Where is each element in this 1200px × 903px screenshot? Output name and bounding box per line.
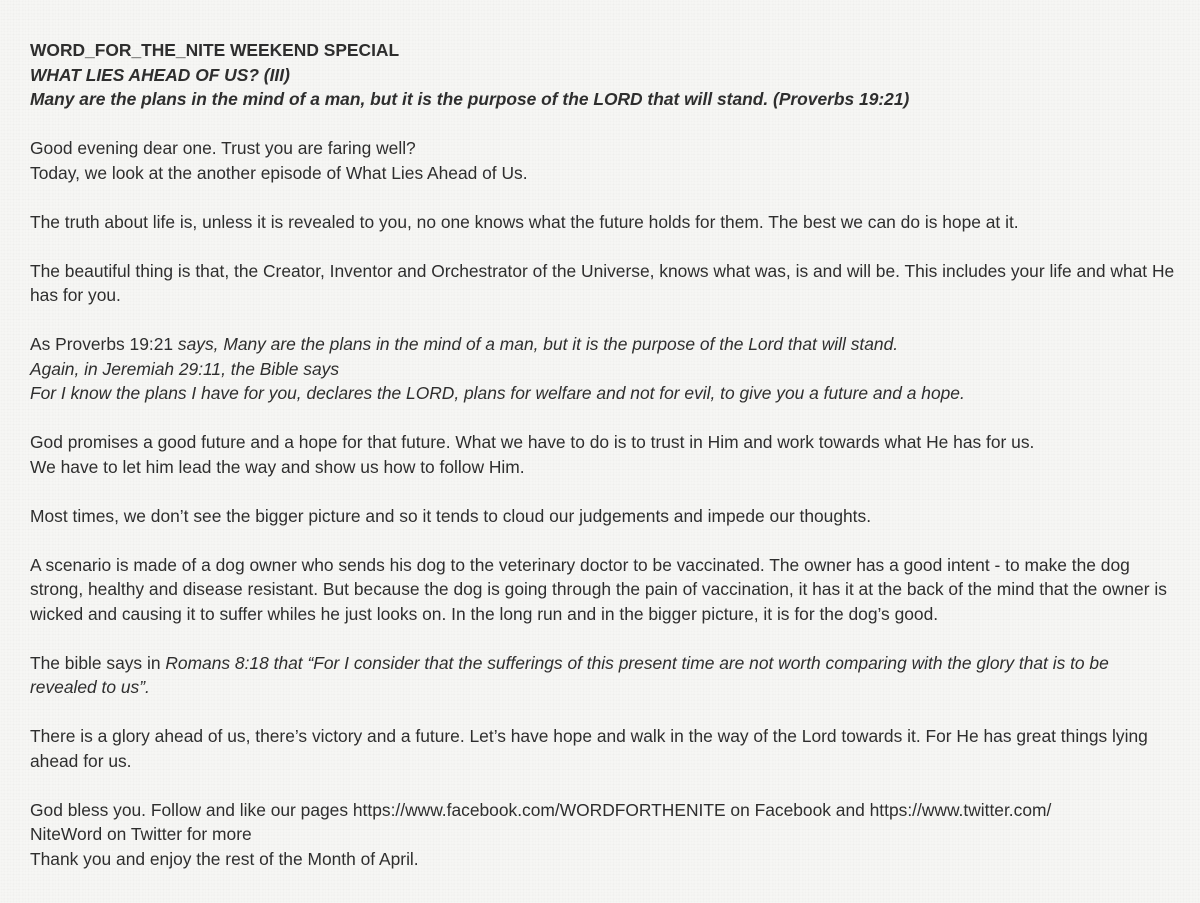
romans-paragraph — [30, 651, 1180, 700]
follow-line — [30, 798, 1180, 847]
follow-text-2: on Facebook and — [725, 799, 870, 820]
glory-paragraph: There is a glory ahead of us, there’s victory and a future. Let’s have hope and walk in the way of the Lord towards it. For He has great things lying ahead for us. — [30, 726, 1148, 771]
key-verse: Many are the plans in the mind of a man, but it is the purpose of the LORD that will stand. (Proverbs 19:21) — [30, 89, 910, 109]
proverbs-ref: As Proverbs 19:21 — [30, 334, 178, 354]
follow-text-3: on Twitter for more — [102, 824, 252, 844]
greeting-line: Good evening dear one. Trust you are faring well? — [30, 138, 416, 158]
promise-line-2: We have to let him lead the way and show us how to follow Him. — [30, 456, 525, 477]
twitter-url-part2: NiteWord — [30, 824, 103, 844]
page-title: WORD_FOR_THE_NITE WEEKEND SPECIAL — [30, 40, 400, 60]
note-body — [30, 38, 1180, 896]
page-subtitle: WHAT LIES AHEAD OF US? (III) — [30, 64, 290, 85]
scripture-paragraph — [30, 332, 1180, 406]
promise-line-1: God promises a good future and a hope for that future. What we have to do is to trust in Him and work towards what He has for us. — [30, 432, 1035, 452]
romans-lead: The bible says in — [30, 652, 166, 673]
scenario-paragraph: A scenario is made of a dog owner who sends his dog to the veterinary doctor to be vaccinated. The owner has a good intent - to make the dog strong, healthy and disease resistant. But because the dog is going through the pain of vaccination, it has it at the back of the mind that the owner is wicked and causing it to suffer whiles he just looks on. In the long run and in the bigger picture, it is for the dog’s good. — [30, 554, 1167, 624]
promise-paragraph — [30, 430, 1180, 479]
intro-paragraph — [30, 136, 1180, 185]
facebook-link[interactable]: https://www.facebook.com/WORDFORTHENITE — [352, 799, 726, 820]
twitter-url-part1: https://www.twitter.com/ — [869, 799, 1052, 820]
beautiful-paragraph: The beautiful thing is that, the Creator, Inventor and Orchestrator of the Universe, knows what was, is and will be. This includes your life and what He has for you. — [30, 260, 1175, 305]
heading-block — [30, 38, 1180, 112]
most-times-paragraph: Most times, we don’t see the bigger picture and so it tends to cloud our judgements and impede our thoughts. — [30, 505, 872, 526]
closing-paragraph — [30, 798, 1180, 872]
proverbs-quote: says, Many are the plans in the mind of a man, but it is the purpose of the Lord that will stand. — [177, 334, 899, 354]
truth-paragraph: The truth about life is, unless it is revealed to you, no one knows what the future holds for them. The best we can do is hope at it. — [30, 211, 1019, 232]
proverbs-line — [30, 332, 1180, 357]
jeremiah-intro: Again, in Jeremiah 29:11, the Bible says — [30, 358, 340, 379]
episode-line: Today, we look at the another episode of What Lies Ahead of Us. — [30, 162, 528, 183]
jeremiah-quote: For I know the plans I have for you, declares the LORD, plans for welfare and not for evil, to give you a future and a hope. — [30, 383, 965, 403]
thanks-line: Thank you and enjoy the rest of the Month of April. — [30, 848, 419, 869]
follow-text: God bless you. Follow and like our pages — [30, 799, 353, 820]
romans-quote: Romans 8:18 that “For I consider that the sufferings of this present time are not worth comparing with the glory that is to be revealed to us”. — [30, 652, 1109, 697]
